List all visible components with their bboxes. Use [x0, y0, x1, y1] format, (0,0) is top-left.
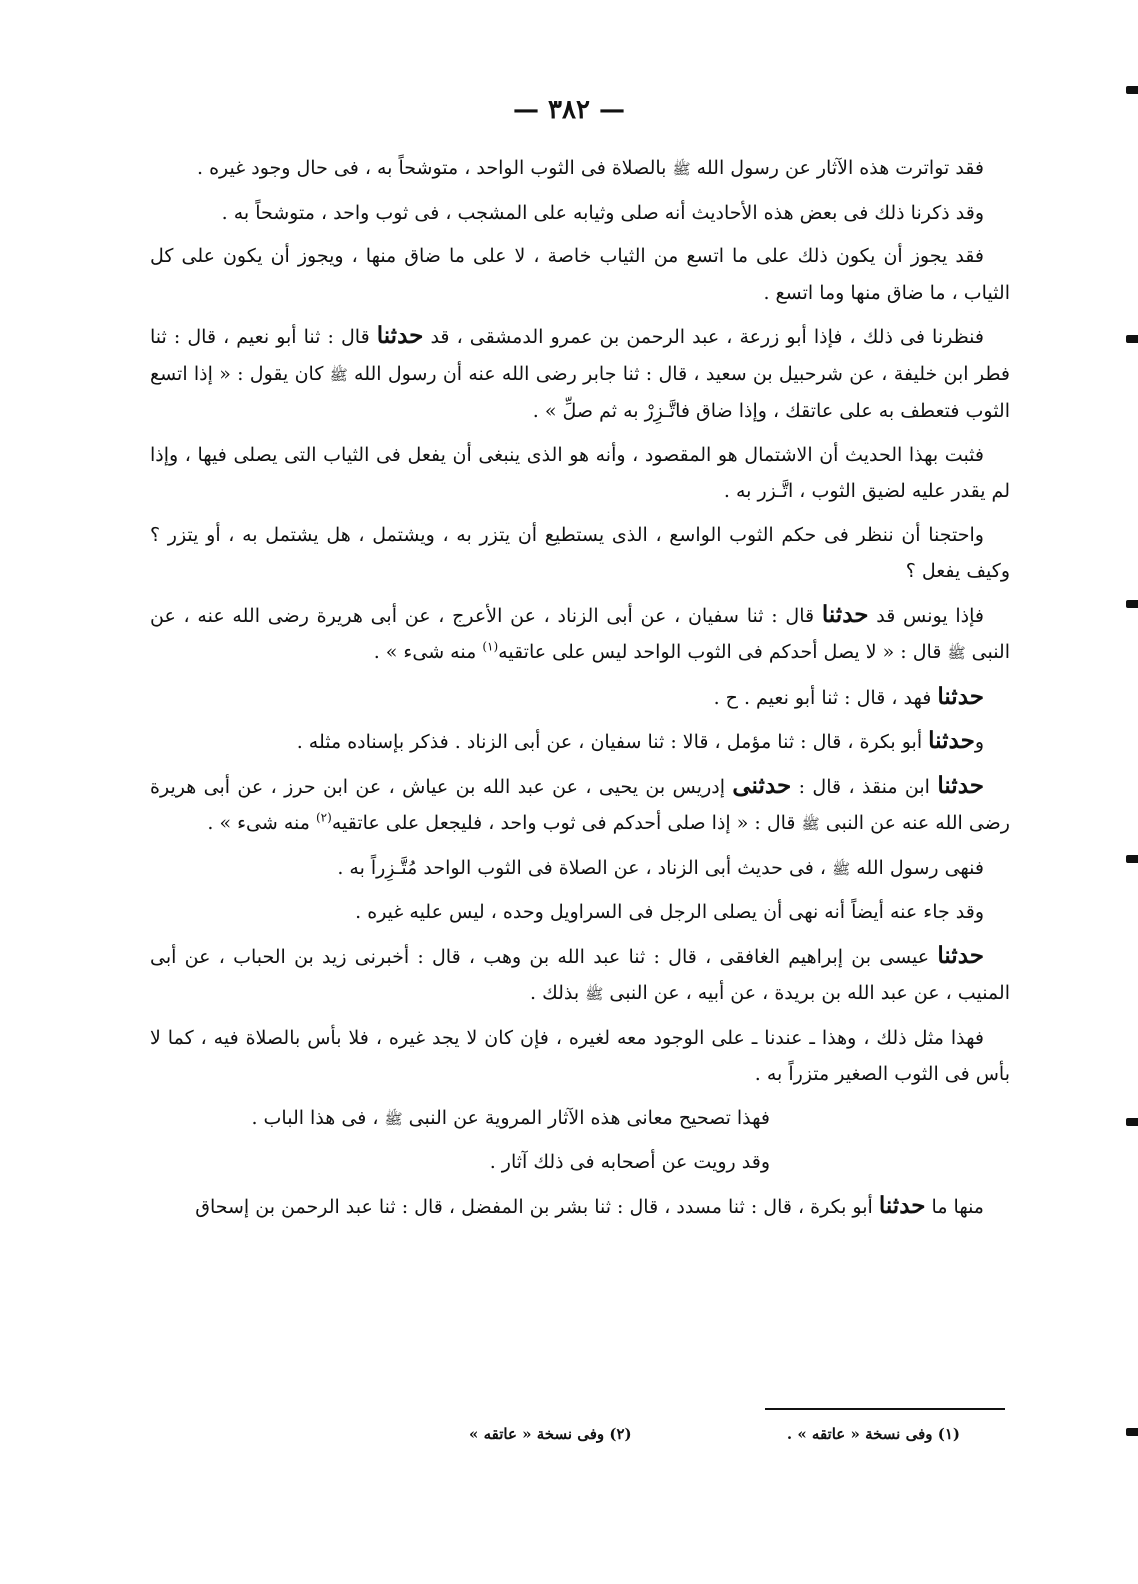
- text-run: قال : « لا يصل أحدكم فى الثوب الواحد ليس على عاتقيه: [498, 641, 948, 663]
- text-run: ، فى حديث أبى الزناد ، عن الصلاة فى الثوب الواحد مُتَّـزِراً به .: [337, 856, 833, 879]
- narration-keyword: حدثنا: [937, 941, 984, 969]
- salutation-ligature: ﷺ: [832, 859, 851, 878]
- text-run: ، فى هذا الباب .: [251, 1106, 385, 1129]
- paragraph: [150, 1100, 1010, 1138]
- text-run: فقد تواترت هذه الآثار عن رسول الله: [690, 157, 984, 179]
- edge-mark: [1126, 600, 1138, 608]
- paragraph: [150, 1020, 1010, 1093]
- text-run: منه شىء » .: [373, 641, 483, 663]
- paragraph: [150, 318, 1010, 430]
- paragraph: [150, 195, 1010, 232]
- paragraph: [150, 437, 1010, 510]
- text-run: ابن منقذ ، قال :: [791, 775, 938, 798]
- text-run: فهذا تصحيح معانى هذه الآثار المروية عن النبى: [402, 1106, 770, 1129]
- paragraph: [150, 238, 1010, 311]
- narration-keyword: حدثنا: [937, 682, 984, 710]
- paragraph: [150, 1188, 1010, 1226]
- text-run: كان يقول : « إذا اتسع الثوب فتعطف به على عاتقك ، وإذا ضاق فاتَّـزِرْ به ثم صلِّ » .: [150, 362, 1010, 422]
- text-run: فنهى رسول الله: [850, 856, 984, 879]
- text-run: وقد جاء عنه أيضاً أنه نهى أن يصلى الرجل فى السراويل وحده ، ليس عليه غيره .: [355, 901, 984, 923]
- paragraph: [150, 1144, 1010, 1181]
- edge-mark: [1126, 1428, 1138, 1436]
- text-run: أبو بكرة ، قال : ثنا مؤمل ، قالا : ثنا سفيان ، عن أبى الزناد . فذكر بإسناده مثله .: [296, 731, 929, 753]
- paragraph: [150, 768, 1010, 843]
- text-run: أبو بكرة ، قال : ثنا مسدد ، قال : ثنا بشر بن المفضل ، قال : ثنا عبد الرحمن بن إسحاق: [195, 1195, 879, 1218]
- edge-mark: [1126, 86, 1138, 94]
- text-run: بذلك .: [530, 982, 586, 1004]
- text-run: وقد ذكرنا ذلك فى بعض هذه الأحاديث أنه صلى وثيابه على المشجب ، فى ثوب واحد ، متوشحاً به .: [221, 201, 984, 224]
- text-run: قال : ثنا أبو نعيم ، قال : ثنا فطر ابن خليفة ، عن شرحبيل بن سعيد ، قال : ثنا جابر رضى الله عنه أن رسول الله: [150, 326, 1010, 385]
- paragraph: [150, 679, 1010, 717]
- text-run: بالصلاة فى الثوب الواحد ، متوشحاً به ، فى حال وجود غيره .: [197, 157, 673, 179]
- footnote-2: (٢) وفى نسخة « عاتقه »: [469, 1425, 632, 1443]
- text-run: قال : ثنا سفيان ، عن أبى الزناد ، عن الأعرج ، عن أبى هريرة رضى الله عنه ، عن النبى: [150, 604, 1010, 663]
- footnote-divider: [765, 1408, 1005, 1410]
- text-run: فنظرنا فى ذلك ، فإذا أبو زرعة ، عبد الرحمن بن عمرو الدمشقى ، قد: [423, 326, 984, 348]
- narration-keyword: حدثنا: [821, 600, 869, 628]
- text-run: منها ما: [925, 1195, 984, 1218]
- salutation-ligature: ﷺ: [801, 815, 820, 833]
- paragraph: [150, 850, 1010, 888]
- paragraph: [150, 597, 1010, 672]
- page-number: — ٣٨٢ —: [512, 95, 626, 125]
- salutation-ligature: ﷺ: [947, 644, 966, 662]
- text-run: قال : « إذا صلى أحدكم فى ثوب واحد ، فليجعل على عاتقيه: [331, 812, 802, 834]
- footnote-ref: (١): [482, 639, 499, 654]
- salutation-ligature: ﷺ: [585, 985, 604, 1003]
- salutation-ligature: ﷺ: [672, 160, 691, 178]
- main-text: [150, 150, 1010, 1232]
- text-run: فثبت بهذا الحديث أن الاشتمال هو المقصود ، وأنه هو الذى ينبغى أن يفعل فى الثياب التى يصلى فيها ، وإذا لم يقدر عليه لضيق الثوب ، اتَّـزر به .: [150, 443, 1010, 502]
- paragraph: [150, 723, 1010, 761]
- footnote-1: (١) وفى نسخة « عاتقه » .: [786, 1425, 960, 1443]
- text-run: فقد يجوز أن يكون ذلك على ما اتسع من الثياب خاصة ، لا على ما ضاق منها ، ويجوز أن يكون على كل الثياب ، ما ضاق منها وما اتسع .: [150, 245, 1010, 304]
- edge-mark: [1126, 855, 1138, 863]
- text-run: منه شىء » .: [207, 812, 316, 834]
- narration-keyword: حدثنا: [376, 322, 424, 349]
- edge-mark: [1126, 335, 1138, 343]
- narration-keyword: حدثنا: [937, 771, 984, 799]
- edge-mark: [1126, 1118, 1138, 1126]
- salutation-ligature: ﷺ: [384, 1109, 403, 1128]
- footnotes: [150, 1425, 960, 1443]
- text-run: فهذا مثل ذلك ، وهذا ـ عندنا ـ على الوجود معه لغيره ، فإن كان لا يجد غيره ، فلا بأس بالصلاة فيه ، كما لا بأس فى الثوب الصغير متزراً به .: [150, 1026, 1010, 1085]
- narration-keyword: حدثنى: [732, 771, 792, 799]
- salutation-ligature: ﷺ: [329, 365, 348, 384]
- narration-keyword: حدثنا: [928, 727, 975, 754]
- text-run: و: [974, 731, 984, 753]
- paragraph: [150, 517, 1010, 590]
- text-run: واحتجنا أن ننظر فى حكم الثوب الواسع ، الذى يستطيع أن يتزر به ، ويشتمل ، هل يشتمل به ، أو يتزر ؟ وكيف يفعل ؟: [150, 523, 1010, 582]
- paragraph: [150, 938, 1010, 1013]
- footnote-ref: (٢): [315, 810, 332, 825]
- paragraph: [150, 894, 1010, 931]
- text-run: فهد ، قال : ثنا أبو نعيم . ح .: [713, 686, 938, 709]
- text-run: وقد رويت عن أصحابه فى ذلك آثار .: [489, 1151, 770, 1173]
- text-run: فإذا يونس قد: [868, 604, 985, 627]
- paragraph: [150, 150, 1010, 188]
- narration-keyword: حدثنا: [878, 1191, 926, 1219]
- text-run: إدريس بن يحيى ، عن عبد الله بن عياش ، عن ابن حرز ، عن أبى هريرة رضى الله عنه عن النبى: [150, 775, 1010, 834]
- text-run: عيسى بن إبراهيم الغافقى ، قال : ثنا عبد الله بن وهب ، قال : أخبرنى زيد بن الحباب ، عن أبى المنيب ، عن عبد الله بن بريدة ، عن أبيه ، عن النبى: [150, 945, 1010, 1004]
